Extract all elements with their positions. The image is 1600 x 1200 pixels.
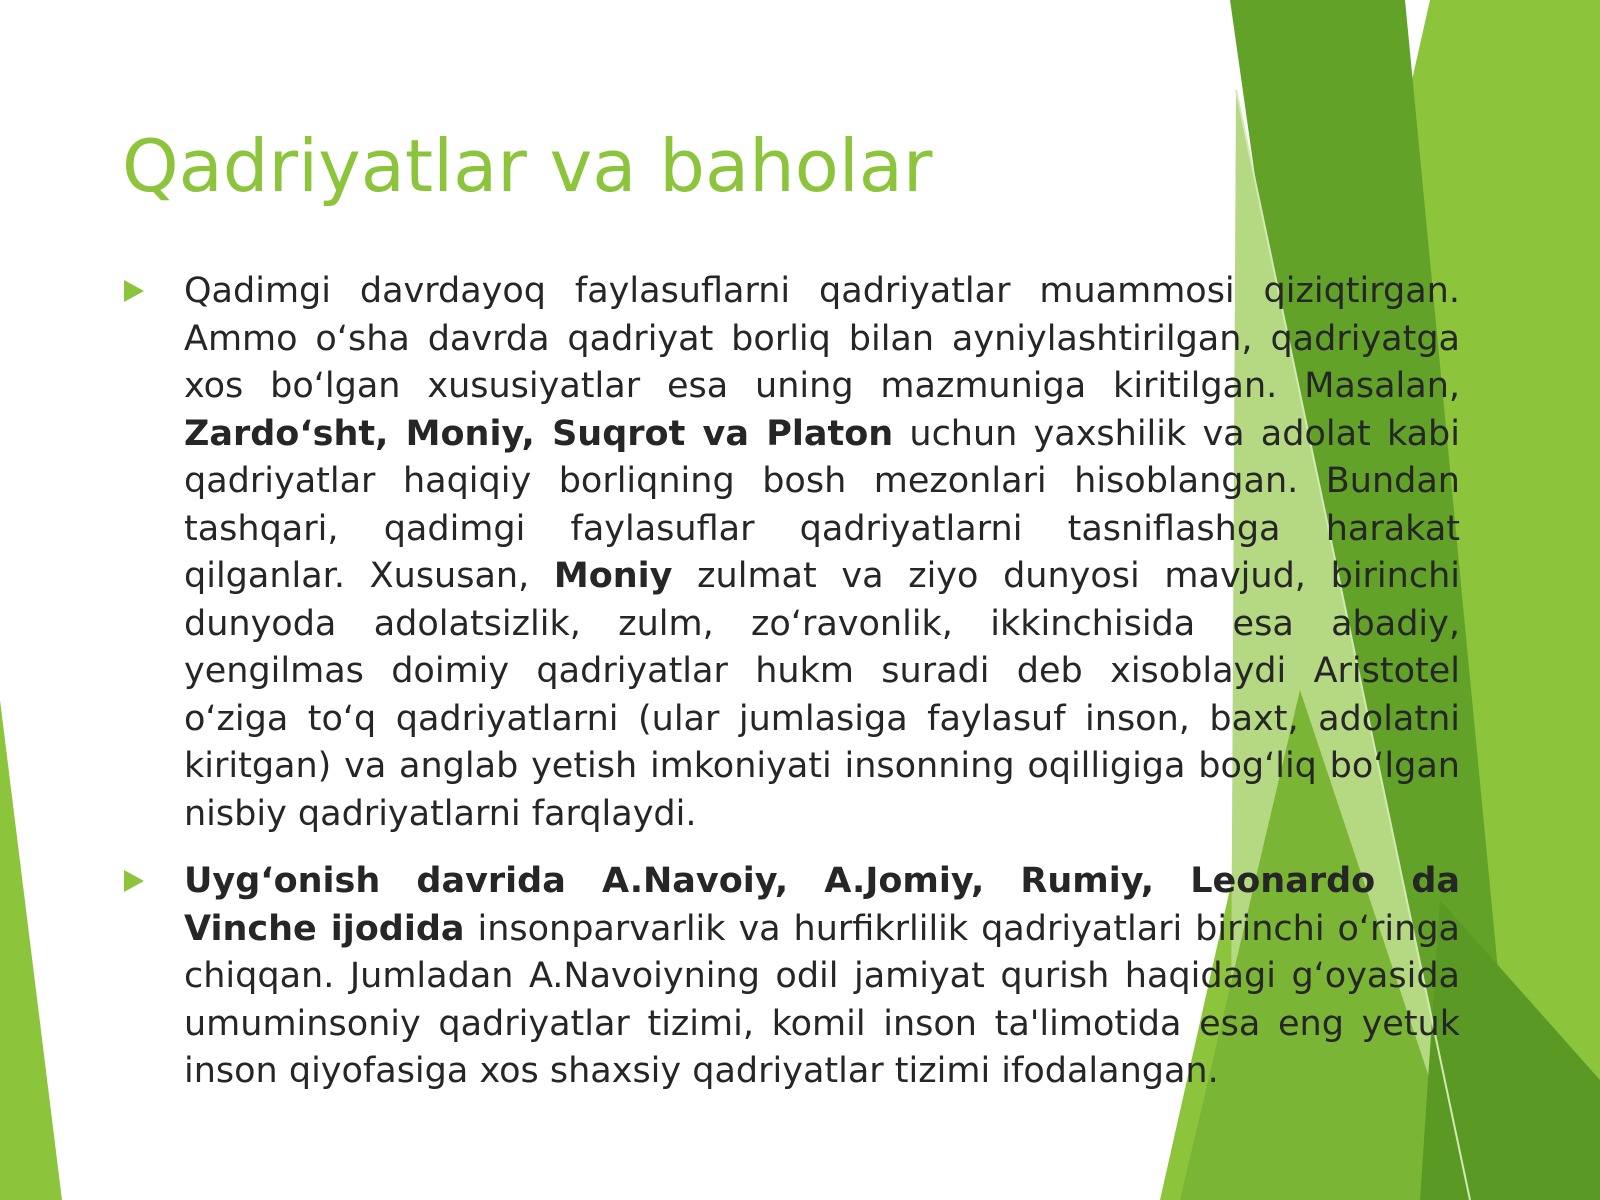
bullet-text: [184, 858, 1460, 1096]
bullet-list: [120, 268, 1460, 1116]
bullet-text: [184, 268, 1460, 838]
bullet-item: [120, 858, 1460, 1096]
text-segment: Qadimgi davrdayoq faylasuflarni qadriyatlar muammosi qiziqtirgan. Ammo oʻsha davrda qadriyat borliq bilan ayniylashtirilgan, qadriyatga xos boʻlgan xususiyatlar esa uning mazmuniga kiritilgan. Masalan,: [184, 271, 1460, 406]
bold-text-segment: Uygʻonish davrida A.Navoiy, A.Jomiy, Rumiy, Leonardo da Vinche ijodida: [184, 861, 1460, 949]
text-segment: insonparvarlik va hurfikrlilik qadriyatlari birinchi oʻringa chiqqan. Jumladan A.Navoiyning odil jamiyat qurish haqidagi gʻoyasida umuminsoniy qadriyatlar tizimi, komil inson ta'limotida esa eng yetuk inson qiyofasiga xos shaxsiy qadriyatlar tizimi ifodalangan.: [184, 908, 1460, 1091]
triangle-bullet-icon: [124, 280, 144, 302]
text-segment: zulmat va ziyo dunyosi mavjud, birinchi dunyoda adolatsizlik, zulm, zoʻravonlik, ikkinchisida esa abadiy, yengilmas doimiy qadriyatlar hukm suradi deb xisoblaydi Aristotel oʻziga toʻq qadriyatlarni (ular jumlasiga faylasuf inson, baxt, adolatni kiritgan) va anglab yetish imkoniyati insonning oqilligiga bogʻliq boʻlgan nisbiy qadriyatlarni farqlaydi.: [184, 556, 1460, 834]
slide-title: Qadriyatlar va baholar: [122, 124, 933, 208]
decor-facet-left: [0, 700, 62, 1200]
bullet-item: [120, 268, 1460, 838]
text-segment: uchun yaxshilik va adolat kabi qadriyatlar haqiqiy borliqning bosh mezonlari hisoblangan. Bundan tashqari, qadimgi faylasuflar qadriyatlarni tasniflashga harakat qilganlar. Xususan,: [184, 413, 1460, 596]
bold-text-segment: Moniy: [553, 556, 673, 596]
triangle-bullet-icon: [124, 870, 144, 892]
bold-text-segment: Zardoʻsht, Moniy, Suqrot va Platon: [184, 413, 894, 454]
